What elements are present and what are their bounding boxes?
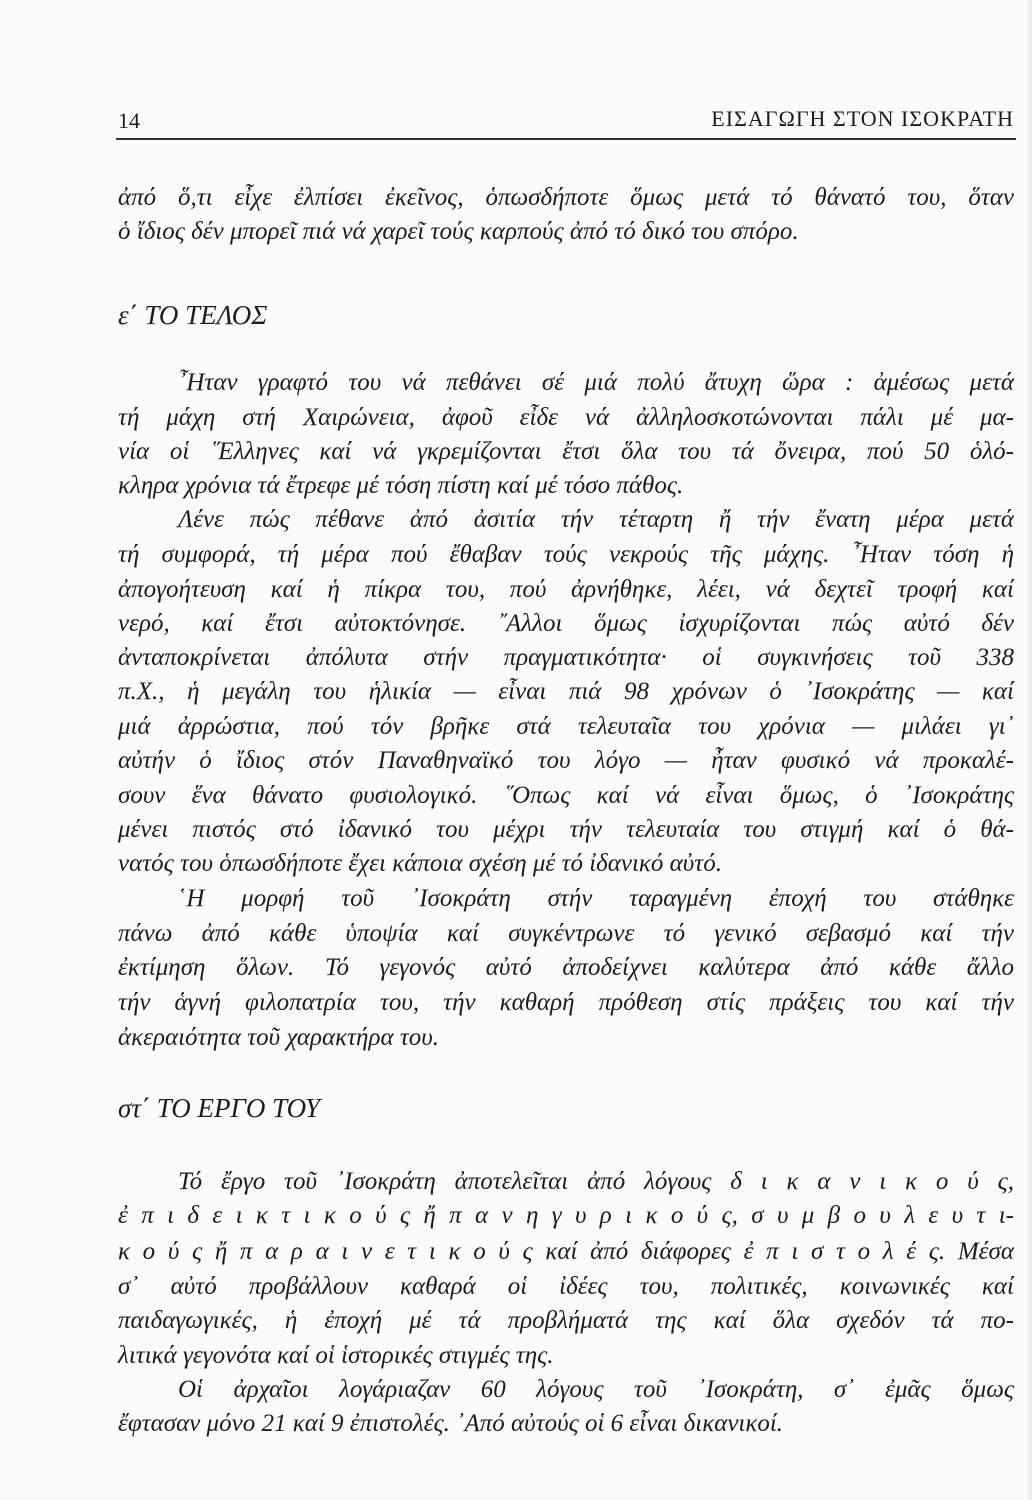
section-heading: στ΄ ΤΟ ΕΡΓΟ ΤΟΥ (118, 1093, 321, 1123)
text-line: κληρα χρόνια τά ἔτρεφε μέ τόση πίστη καί μέ τόσο πάθος. (118, 472, 684, 499)
text-line: Τό ἔργο τοῦ ᾿Ισοκράτη ἀποτελεῖται ἀπό λόγους δ ι κ α ν ι κ ο ύ ς, (178, 1168, 1014, 1195)
text-line: νατός του ὁπωσδήποτε ἔχει κάποια σχέση μέ τό ἰδανικό αὐτό. (118, 850, 722, 877)
text-line: λιτικά γεγονότα καί οἱ ἱστορικές στιγμές της. (118, 1342, 554, 1369)
text-line: ἐ π ι δ ε ι κ τ ι κ ο ύ ς ἤ π α ν η γ υ ρ ι κ ο ύ ς, σ υ μ β ο υ λ ε υ τ ι- (118, 1202, 1014, 1229)
text-line: ἀνταποκρίνεται ἀπόλυτα στήν πραγματικότητα· οἱ συγκινήσεις τοῦ 338 (118, 644, 1014, 671)
text-line: π.Χ., ἡ μεγάλη του ἡλικία — εἶναι πιά 98 χρόνων ὁ ᾿Ισοκράτης — καί (118, 678, 1014, 705)
text-line: νερό, καί ἔτσι αὐτοκτόνησε. ῎Αλλοι ὅμως ἰσχυρίζονται πώς αὐτό δέν (118, 610, 1014, 637)
page-edge-shadow (1026, 0, 1032, 1500)
text-line: κ ο ύ ς ἤ π α ρ α ι ν ε τ ι κ ο ύ ς καί ἀπό διάφορες ἐ π ι σ τ ο λ έ ς. Μέσα (118, 1238, 1014, 1265)
text-line: σουν ἕνα θάνατο φυσιολογικό. ῞Οπως καί νά εἶναι ὅμως, ὁ ᾿Ισοκράτης (118, 782, 1014, 809)
text-line: ῾Η μορφή τοῦ ᾿Ισοκράτη στήν ταραγμένη ἐποχή του στάθηκε (178, 885, 1014, 912)
text-line: τήν ἁγνή φιλοπατρία του, τήν καθαρή πρόθεση στίς πράξεις του καί τήν (118, 989, 1014, 1016)
text-line: ἀκεραιότητα τοῦ χαρακτήρα του. (118, 1024, 439, 1051)
text-line: μιά ἀρρώστια, πού τόν βρῆκε στά τελευταῖα του χρόνια — μιλάει γι᾿ (118, 713, 1014, 740)
running-title: ΕΙΣΑΓΩΓΗ ΣΤΟΝ ΙΣΟΚΡΑΤΗ (711, 106, 1014, 131)
page-number: 14 (118, 108, 140, 133)
text-line: αὐτήν ὁ ἴδιος στόν Παναθηναϊκό του λόγο — ἦταν φυσικό νά προκαλέ- (118, 747, 1014, 774)
text-line: ἀπογοήτευση καί ἡ πίκρα του, πού ἀρνήθηκε, λέει, νά δεχτεῖ τροφή καί (118, 576, 1014, 603)
text-line: μένει πιστός στό ἰδανικό του μέχρι τήν τελευταία του στιγμή καί ὁ θά- (118, 816, 1014, 843)
text-line: ἐκτίμηση ὅλων. Τό γεγονός αὐτό ἀποδείχνει καλύτερα ἀπό κάθε ἄλλο (118, 954, 1014, 981)
header-rule (116, 138, 1016, 140)
text-line: παιδαγωγικές, ἡ ἐποχή μέ τά προβλήματά της καί ὅλα σχεδόν τά πο- (118, 1307, 1014, 1334)
text-line: Οἱ ἀρχαῖοι λογάριαζαν 60 λόγους τοῦ ᾿Ισοκράτη, σ᾿ ἐμᾶς ὅμως (178, 1376, 1014, 1403)
text-line: τή μάχη στή Χαιρώνεια, ἀφοῦ εἶδε νά ἀλληλοσκοτώνονται πάλι μέ μα- (118, 404, 1014, 431)
text-line: τή συμφορά, τή μέρα πού ἔθαβαν τούς νεκρούς τῆς μάχης. ῏Ηταν τόση ἡ (118, 541, 1014, 568)
section-heading: ε΄ ΤΟ ΤΕΛΟΣ (118, 300, 268, 330)
text-line: πάνω ἀπό κάθε ὑποψία καί συγκέντρωνε τό γενικό σεβασμό καί τήν (118, 920, 1014, 947)
text-line: ἀπό ὅ,τι εἶχε ἐλπίσει ἐκεῖνος, ὁπωσδήποτε ὅμως μετά τό θάνατό του, ὅταν (118, 184, 1014, 211)
text-line: σ᾿ αὐτό προβάλλουν καθαρά οἱ ἰδέες του, πολιτικές, κοινωνικές καί (118, 1273, 1014, 1300)
text-line: ἔφτασαν μόνο 21 καί 9 ἐπιστολές. ᾿Από αὐτούς οἱ 6 εἶναι δικανικοί. (118, 1410, 784, 1437)
text-line: ὁ ἴδιος δέν μπορεῖ πιά νά χαρεῖ τούς καρπούς ἀπό τό δικό του σπόρο. (118, 218, 799, 245)
text-line: νία οἱ ῞Ελληνες καί νά γκρεμίζονται ἔτσι ὅλα του τά ὄνειρα, πού 50 ὁλό- (118, 438, 1014, 465)
text-line: Λένε πώς πέθανε ἀπό ἀσιτία τήν τέταρτη ἤ τήν ἔνατη μέρα μετά (178, 506, 1014, 533)
text-line: ῏Ηταν γραφτό του νά πεθάνει σέ μιά πολύ ἄτυχη ὥρα : ἀμέσως μετά (178, 369, 1014, 396)
